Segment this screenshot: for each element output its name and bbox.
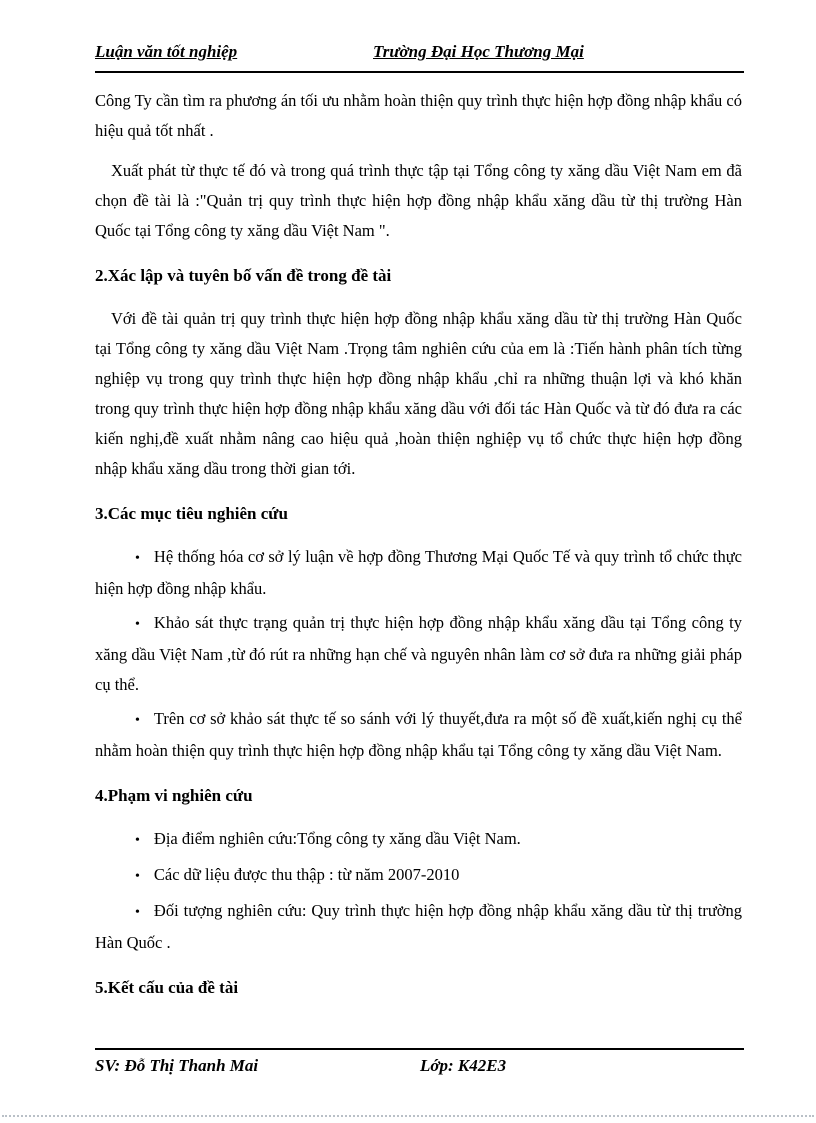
section-heading: 5.Kết cấu của đề tài	[95, 978, 239, 997]
bullet-text: Khảo sát thực trạng quản trị thực hiện hợp đồng nhập khẩu xăng dầu tại Tổng công ty xăng dầu Việt Nam ,từ đó rút ra những hạn chế và nguyên nhân làm cơ sở đưa ra những giải pháp cụ thể.	[95, 613, 742, 694]
bullet-text: Trên cơ sở khảo sát thực tế so sánh với lý thuyết,đưa ra một số đề xuất,kiến nghị cụ thể nhằm hoàn thiện quy trình thực hiện hợp đồng nhập khẩu tại Tổng công ty xăng dầu Việt Nam.	[95, 709, 742, 760]
document-body	[95, 86, 742, 1016]
bullet-item	[95, 860, 742, 892]
paragraph: Xuất phát từ thực tế đó và trong quá trình thực tập tại Tổng công ty xăng dầu Việt Nam em đã chọn đề tài là :"Quản trị quy trình thực hiện hợp đồng nhập khẩu xăng dầu từ thị trường Hàn Quốc tại Tổng công ty xăng dầu Việt Nam ".	[95, 161, 742, 240]
bullet-item	[95, 824, 742, 856]
bullet-item	[95, 608, 742, 700]
bullet-text: Đối tượng nghiên cứu: Quy trình thực hiện hợp đồng nhập khẩu xăng dầu từ thị trường Hàn Quốc .	[95, 901, 742, 952]
bullet-item	[95, 704, 742, 766]
bullet-icon: •	[135, 713, 140, 728]
page-footer	[95, 1048, 744, 1084]
footer-class-label: Lớp: K42E3	[420, 1056, 507, 1075]
page-break-indicator	[2, 1115, 814, 1117]
header-thesis-title: Luận văn tốt nghiệp	[95, 42, 238, 61]
section-heading: 2.Xác lập và tuyên bố vấn đề trong đề tài	[95, 266, 392, 285]
bullet-icon: •	[135, 869, 140, 884]
bullet-item	[95, 896, 742, 958]
bullet-icon: •	[135, 833, 140, 848]
bullet-text: Địa điểm nghiên cứu:Tổng công ty xăng dầu Việt Nam.	[153, 829, 521, 848]
paragraph: Với đề tài quản trị quy trình thực hiện hợp đồng nhập khẩu xăng dầu từ thị trường Hàn Quốc tại Tổng công ty xăng dầu Việt Nam .Trọng tâm nghiên cứu của em là :Tiến hành phân tích từng nghiệp vụ trong quy trình thực hiện hợp đồng nhập khẩu ,chỉ ra những thuận lợi và khó khăn trong quy trình thực hiện hợp đồng nhập khẩu xăng dầu với đối tác Hàn Quốc và từ đó đưa ra các kiến nghị,đề xuất nhằm nâng cao hiệu quả ,hoàn thiện nghiệp vụ tổ chức thực hiện hợp đồng nhập khẩu xăng dầu trong thời gian tới.	[95, 309, 742, 478]
section-heading: 3.Các mục tiêu nghiên cứu	[95, 504, 288, 523]
footer-student-name: SV: Đỗ Thị Thanh Mai	[95, 1056, 259, 1075]
bullet-icon: •	[135, 551, 140, 566]
bullet-text: Các dữ liệu được thu thập : từ năm 2007-2010	[153, 865, 460, 884]
header-university-name: Trường Đại Học Thương Mại	[373, 42, 584, 61]
bullet-icon: •	[135, 905, 140, 920]
bullet-item	[95, 542, 742, 604]
page-header	[95, 42, 744, 73]
section-heading: 4.Phạm vi nghiên cứu	[95, 786, 253, 805]
bullet-text: Hệ thống hóa cơ sở lý luận về hợp đồng Thương Mại Quốc Tế và quy trình tổ chức thực hiện hợp đồng nhập khẩu.	[95, 547, 742, 598]
bullet-icon: •	[135, 617, 140, 632]
paragraph: Công Ty cần tìm ra phương án tối ưu nhằm hoàn thiện quy trình thực hiện hợp đồng nhập khẩu có hiệu quả tốt nhất .	[95, 91, 742, 140]
